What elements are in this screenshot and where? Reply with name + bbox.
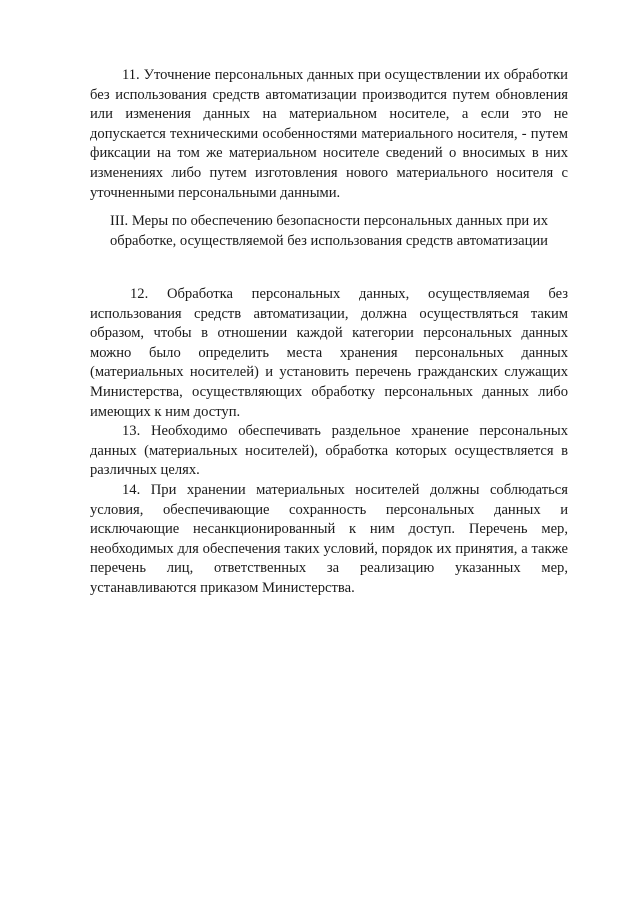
paragraph-11-block: [90, 66, 568, 203]
paragraphs-12-14-block: [90, 285, 568, 599]
paragraph-13: 13. Необходимо обеспечивать раздельное хранение персональных данных (материальных носителей), обработка которых осуществляется в различных целях.: [90, 423, 568, 479]
paragraph-14: 14. При хранении материальных носителей должны соблюдаться условия, обеспечивающие сохранность персональных данных и исключающие несанкционированный к ним доступ. Перечень мер, необходимых для обеспечения таких условий, порядок их принятия, а также перечень лиц, ответственных за реализацию указанных мер, устанавливаются приказом Министерства.: [90, 481, 568, 596]
paragraph-12: 12. Обработка персональных данных, осуществляемая без использования средств автоматизации, должна осуществляться таким образом, чтобы в отношении каждой категории персональных данных можно было определить места хранения персональных данных (материальных носителей) и установить перечень гражданских служащих Министерства, осуществляющих обработку персональных данных либо имеющих к ним доступ.: [90, 286, 568, 420]
section-heading: III. Меры по обеспечению безопасности персональных данных при их обработке, осуществляемой без использования средств автоматизации: [109, 213, 549, 249]
paragraph-11: 11. Уточнение персональных данных при осуществлении их обработки без использования средств автоматизации производится путем обновления или изменения данных на материальном носителе, а если это не допускается техническими особенностями материального носителя, - путем фиксации на том же материальном носителе сведений о вносимых в них изменениях либо путем изготовления нового материального носителя с уточненными персональными данными.: [90, 67, 568, 201]
